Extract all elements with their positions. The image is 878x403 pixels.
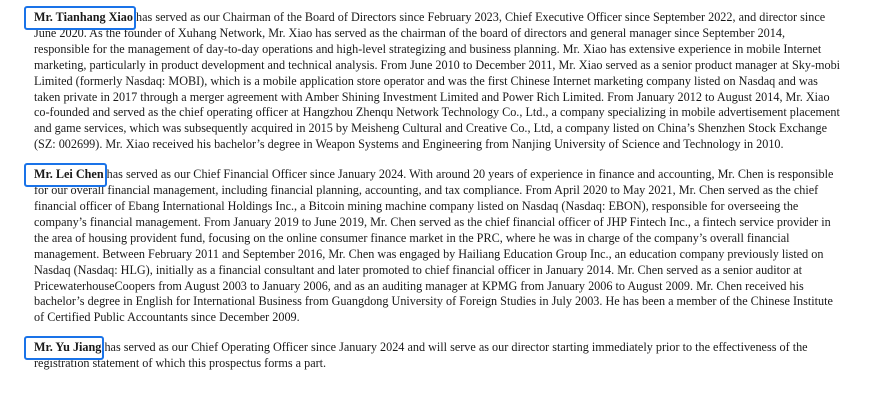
name-text: Mr. Tianhang Xiao	[34, 10, 133, 24]
bio-text: has served as our Chief Operating Officer since January 2024 and will serve as our director starting immediately prior to the effectiveness of the registration statement of which this prospectus forms a part.	[34, 340, 808, 371]
name-lei-chen[interactable]	[34, 167, 104, 181]
name-yu-jiang[interactable]	[34, 340, 101, 354]
name-text: Mr. Lei Chen	[34, 167, 104, 182]
document-body	[34, 10, 842, 372]
name-tianhang-xiao[interactable]	[34, 10, 133, 24]
bio-text: has served as our Chairman of the Board of Directors since February 2023, Chief Executive Officer since September 2022, and director since June 2020. As the founder of Xuhang Network, Mr. Xiao has served as the chairman of the board of directors and general manager since September 2014, responsible for the management of day-to-day operations and high-level strategizing and business planning. Mr. Xiao has extensive experience in mobile Internet marketing, particularly in product development and technical analysis. From June 2010 to December 2011, Mr. Xiao served as a senior product manager at Sky-mobi Limited (formerly Nasdaq: MOBI), which is a mobile application store operator and was the first Chinese Internet marketing company listed on Nasdaq and was taken private in 2017 through a merger agreement with Amber Shining Investment Limited and Power Rich Limited. From January 2012 to August 2014, Mr. Xiao co-founded and served as the chief operating officer at Hangzhou Zhenqu Network Technology Co., Ltd., a company specializing in mobile advertisement placement and game services, which was subsequently acquired in 2015 by Meisheng Cultural and Creative Co., Ltd, a company listed on China’s Shenzhen Stock Exchange (SZ: 002699). Mr. Xiao received his bachelor’s degree in Weapon Systems and Engineering from Nanjing University of Science and Technology in 2010.	[34, 10, 841, 152]
name-text: Mr. Yu Jiang	[34, 340, 102, 355]
bio-paragraph-yu-jiang	[34, 340, 842, 372]
bio-paragraph-tianhang-xiao	[34, 10, 842, 153]
bio-text: has served as our Chief Financial Officer since January 2024. With around 20 years of experience in finance and accounting, Mr. Chen is responsible for our overall financial management, including financial planning, accounting, and tax compliance. From April 2020 to May 2021, Mr. Chen served as the chief financial officer of Ebang International Holdings Inc., a Bitcoin mining machine company listed on Nasdaq (Nasdaq: EBON), responsible for overseeing the company’s financial management. From January 2019 to June 2019, Mr. Chen served as the chief financial officer of JHP Fintech Inc., a fintech service provider in the area of housing provident fund, focusing on the online consumer finance market in the PRC, where he was in charge of the company’s overall financial management. Between February 2011 and September 2016, Mr. Chen was engaged by Hailiang Education Group Inc., an education company previously listed on Nasdaq (Nasdaq: HLG), initially as a financial consultant and later promoted to chief financial officer in January 2014. Mr. Chen served as a senior auditor at PricewaterhouseCoopers from August 2003 to January 2006, and as an auditing manager at KPMG from January 2006 to August 2009. Mr. Chen received his bachelor’s degree in English for International Business from Guangdong University of Foreign Studies in July 2003. He has been a member of the Chinese Institute of Certified Public Accountants since December 2009.	[34, 167, 834, 325]
bio-paragraph-lei-chen	[34, 167, 842, 326]
